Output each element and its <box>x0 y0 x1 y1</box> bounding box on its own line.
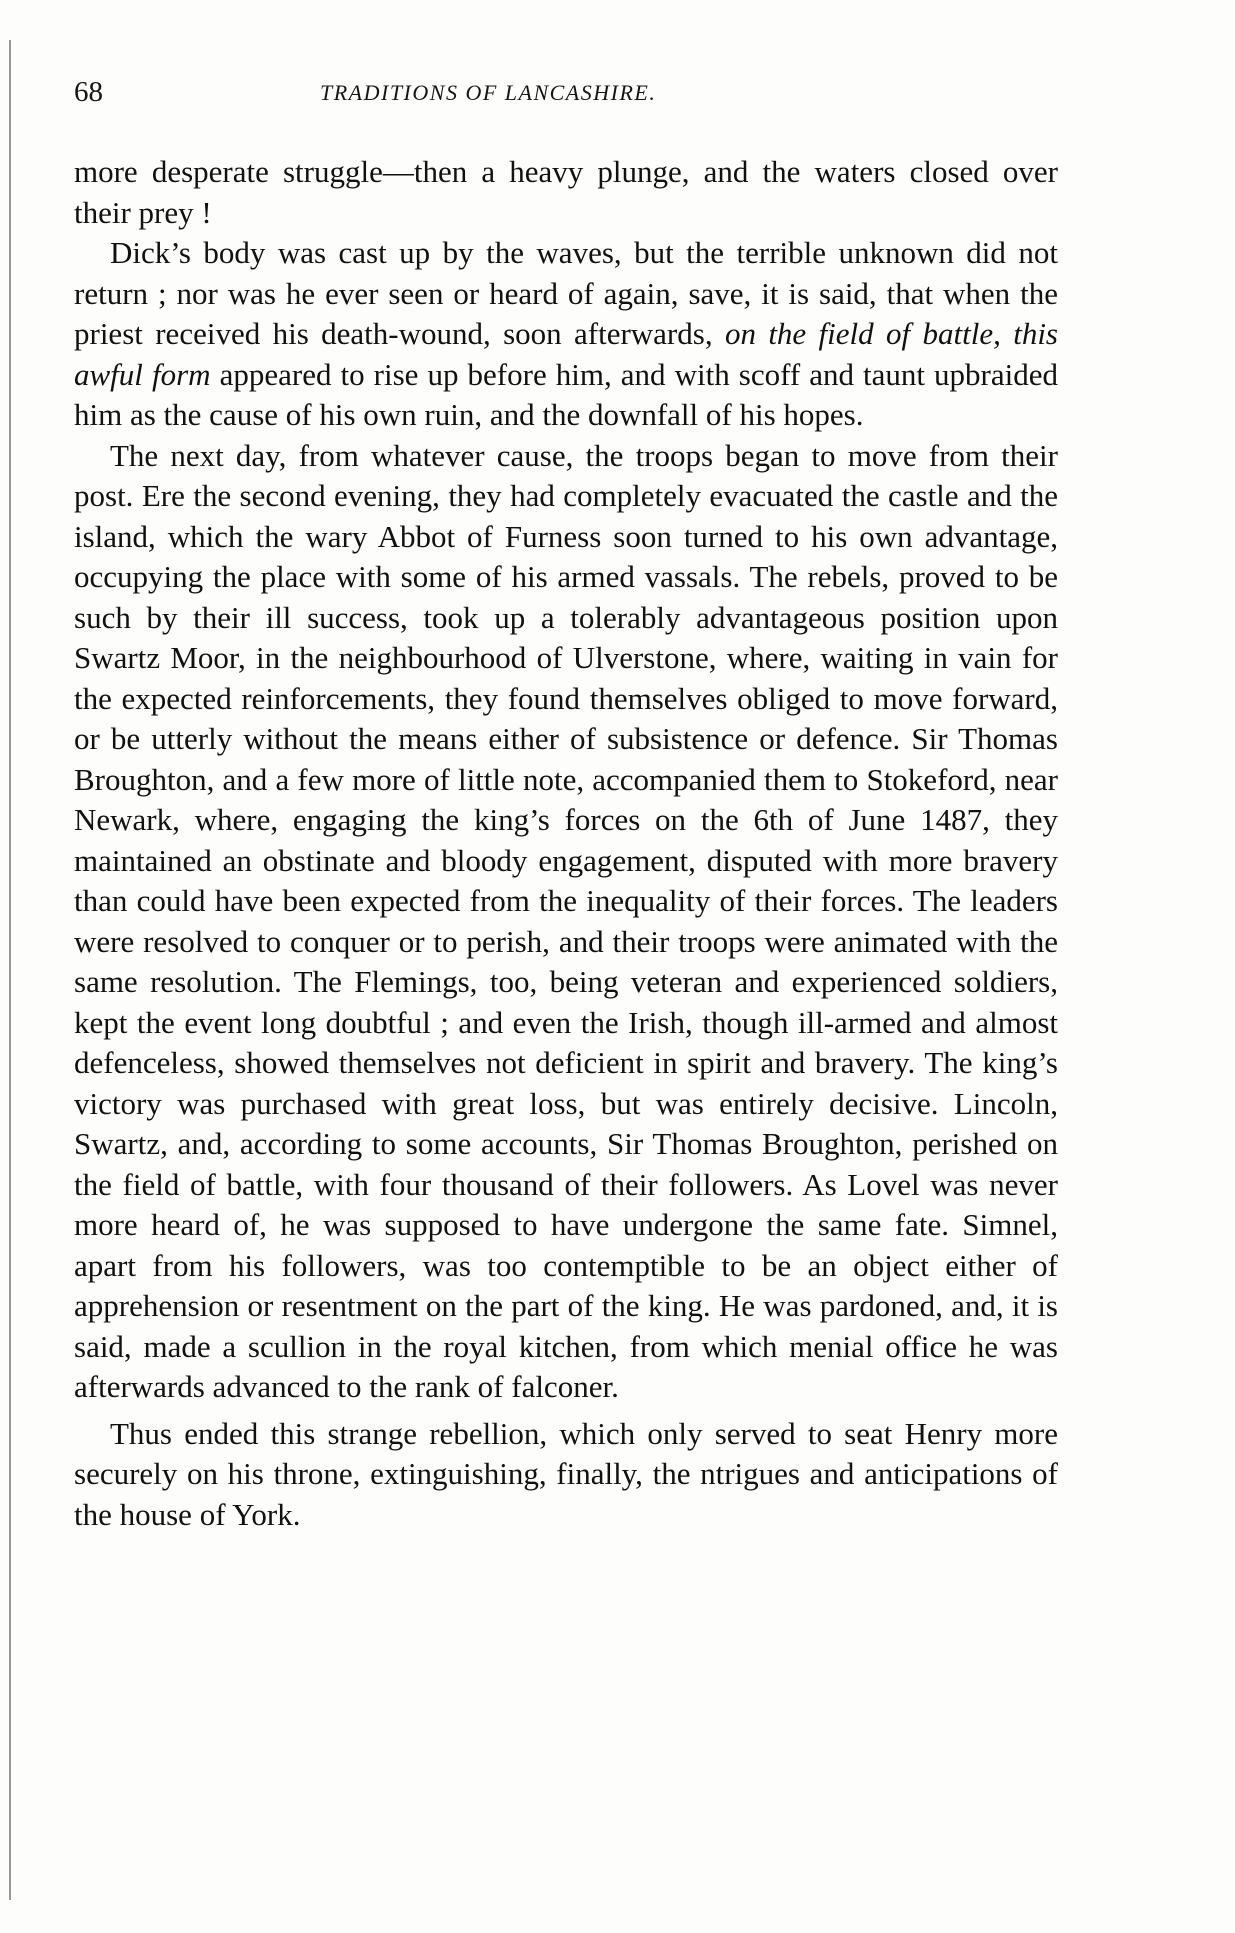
paragraph-4: Thus ended this strange rebellion, which only served to seat Henry more securely on his throne, extinguishing, finally, the ntrigues and anticipations of the house of York. <box>74 1415 1058 1532</box>
binding-gutter-line <box>9 40 11 1900</box>
body-text <box>74 152 1058 1535</box>
paragraph-3: The next day, from whatever cause, the troops began to move from their post. Ere the second evening, they had completely evacuated the castle and the island, which the wary Abbot of Furness soon turned to his own advantage, occupying the place with some of his armed vassals. The rebels, proved to be such by their ill success, took up a tolerably advantageous position upon Swartz Moor, in the neighbourhood of Ulverstone, where, waiting in vain for the expected reinforcements, they found themselves obliged to move forward, or be utterly without the means either of subsistence or defence. Sir Thomas Broughton, and a few more of little note, accompanied them to Stokeford, near Newark, where, engaging the king’s forces on the 6th of June 1487, they maintained an obstinate and bloody engagement, disputed with more bravery than could have been expected from the inequality of their forces. The leaders were resolved to conquer or to perish, and their troops were animated with the same resolution. The Flemings, too, being veteran and experienced soldiers, kept the event long doubtful ; and even the Irish, though ill-armed and almost defenceless, showed themselves not deficient in spirit and bravery. The king’s victory was purchased with great loss, but was entirely decisive. Lincoln, Swartz, and, according to some accounts, Sir Thomas Broughton, perished on the field of battle, with four thousand of their followers. As Lovel was never more heard of, he was supposed to have undergone the same fate. Simnel, apart from his followers, was too contemptible to be an object either of apprehension or resentment on the part of the king. He was pardoned, and, it is said, made a scullion in the royal kitchen, from which menial office he was afterwards advanced to the rank of falconer. <box>74 437 1058 1404</box>
paragraph-1: more desperate struggle—then a heavy plunge, and the waters closed over their prey ! <box>74 154 1058 230</box>
paragraph-2 <box>74 233 1058 436</box>
page-header <box>74 76 1064 116</box>
running-title: TRADITIONS OF LANCASHIRE. <box>320 80 657 105</box>
page-number: 68 <box>74 76 103 108</box>
paragraph-2-start: Dick’s body was cast up by the waves, but the terrible unknown did not return ; nor was he ever seen or heard of again, save, it is said, that when the priest received his death-wound, soon afterwards, <box>74 235 1058 351</box>
paragraph-2-italic: on the field of battle, this awful form <box>74 316 1058 392</box>
paragraph-2-end: appeared to rise up before him, and with scoff and taunt upbraided him as the cause of his own ruin, and the downfall of his hopes. <box>74 356 1059 432</box>
